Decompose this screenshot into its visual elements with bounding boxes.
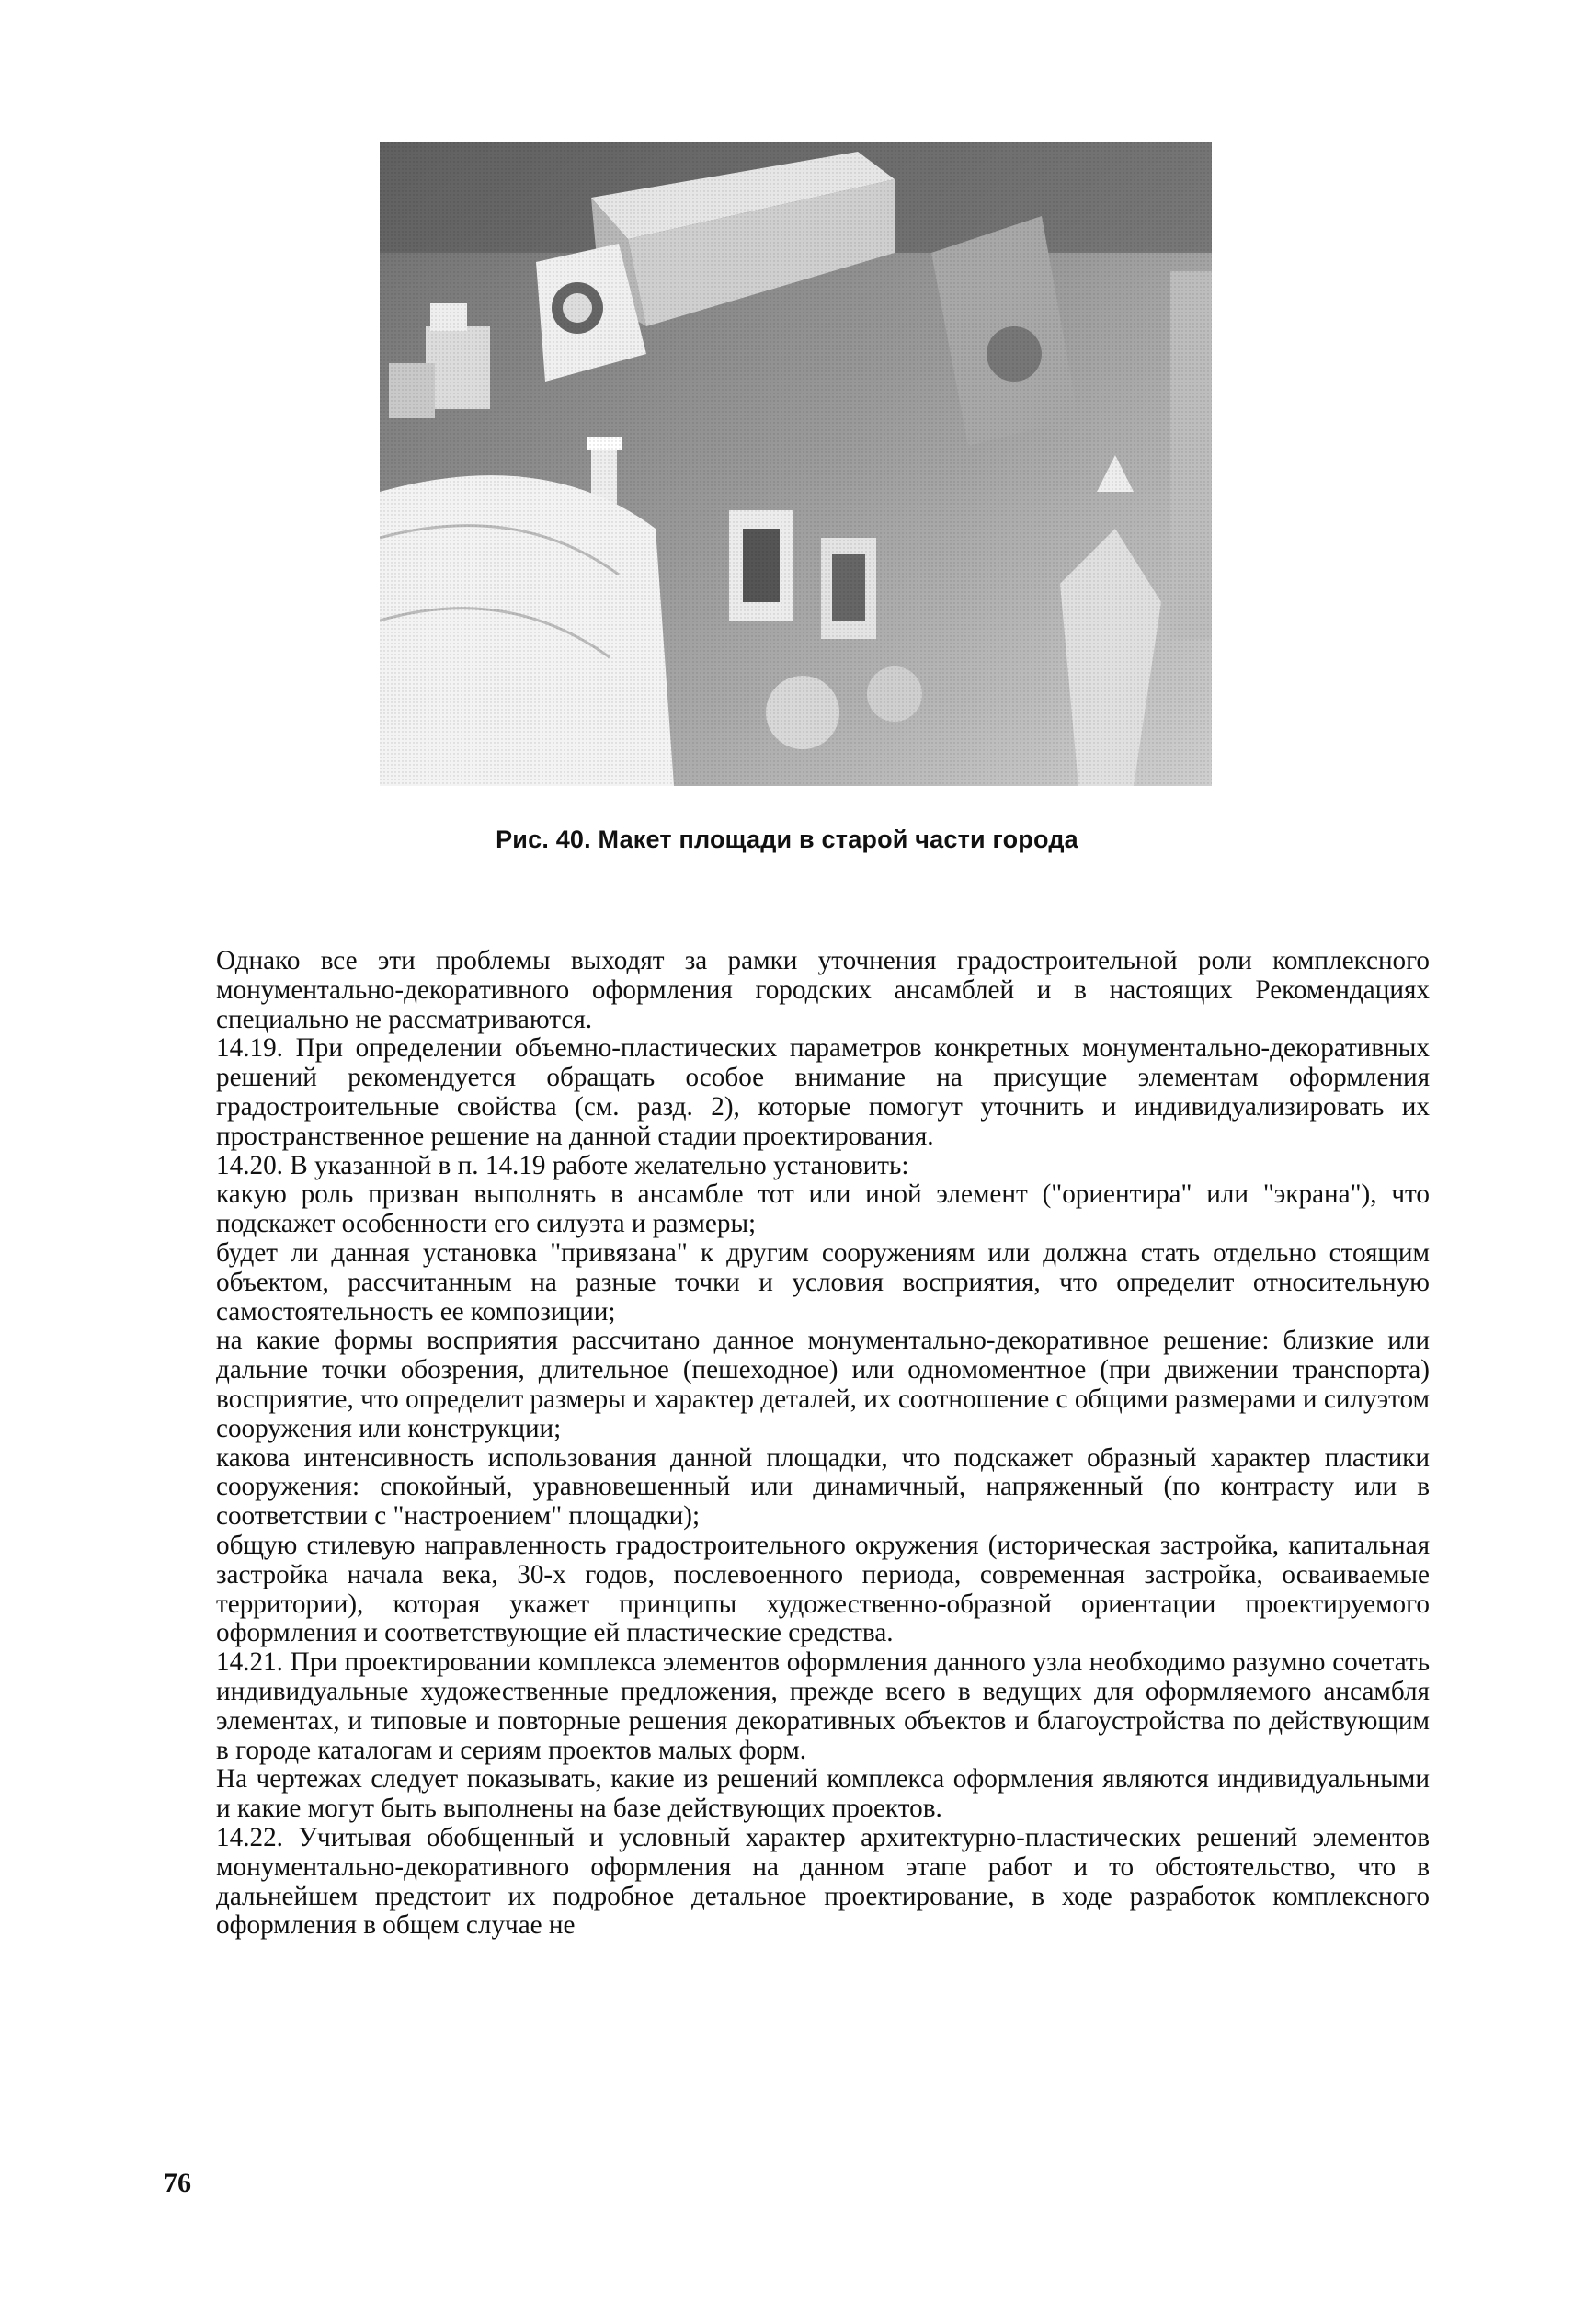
paragraph: общую стилевую направленность градостроительного окружения (историческая застройка, капитальная застройка начала века, 30-х годов, послевоенного периода, современная застройка, осваиваемые территории), которая укажет принципы художественно-образной ориентации проектируемого оформления и соответствующие ей пластические средства. xyxy=(216,1530,1430,1648)
page-number: 76 xyxy=(164,2168,191,2198)
photo-illustration xyxy=(380,142,1212,786)
paragraph: на какие формы восприятия рассчитано данное монументально-декоративное решение: близкие или дальние точки обозрения, длительное (пешеходное) или одномоментное (при движении транспорта) восприятие, что определит размеры и характер деталей, их соотношение с общими размерами и силуэтом сооружения или конструкции; xyxy=(216,1326,1430,1443)
figure-photo-model-of-square xyxy=(380,142,1212,786)
paragraph: какую роль призван выполнять в ансамбле тот или иной элемент ("ориентира" или "экрана"), что подскажет особенности его силуэта и размеры; xyxy=(216,1179,1430,1239)
paragraph: Однако все эти проблемы выходят за рамки уточнения градостроительной роли комплексного монументально-декоративного оформления городских ансамблей и в настоящих Рекомендациях специально не рассматриваются. xyxy=(216,946,1430,1034)
figure-caption: Рис. 40. Макет площади в старой части города xyxy=(496,826,1078,853)
paragraph: какова интенсивность использования данной площадки, что подскажет образный характер пластики сооружения: спокойный, уравновешенный или динамичный, напряженный (по контрасту или в соответствии с "настроением" площадки); xyxy=(216,1442,1430,1532)
body-text xyxy=(216,947,1430,1941)
paragraph: будет ли данная установка "привязана" к другим сооружениям или должна стать отдельно стоящим объектом, рассчитанным на разные точки и условия восприятия, что определит относительную самостоятельность ее композиции; xyxy=(216,1237,1430,1327)
paragraph: 14.20. В указанной в п. 14.19 работе желательно установить: xyxy=(216,1150,909,1180)
paragraph: На чертежах следует показывать, какие из решений комплекса оформления являются индивидуальными и какие могут быть выполнены на базе действующих проектов. xyxy=(216,1764,1430,1824)
paragraph: 14.21. При проектировании комплекса элементов оформления данного узла необходимо разумно сочетать индивидуальные художественные предложения, прежде всего в ведущих для оформляемого ансамбля элементах, и типовые и повторные решения декоративных объектов и благоустройства по действующим в городе каталогам и сериям проектов малых форм. xyxy=(216,1647,1430,1765)
paragraph: 14.22. Учитывая обобщенный и условный характер архитектурно-пластических решений элементов монументально-декоративного оформления на данном этапе работ и то обстоятельство, что в дальнейшем предстоит их подробное детальное проектирование, в ходе разработок комплексного оформления в общем случае не xyxy=(216,1822,1430,1941)
paragraph: 14.19. При определении объемно-пластических параметров конкретных монументально-декоративных решений рекомендуется обращать особое внимание на присущие элементам оформления градостроительные свойства (см. разд. 2), которые помогут уточнить и индивидуализировать их пространственное решение на данной стадии проектирования. xyxy=(216,1033,1430,1151)
